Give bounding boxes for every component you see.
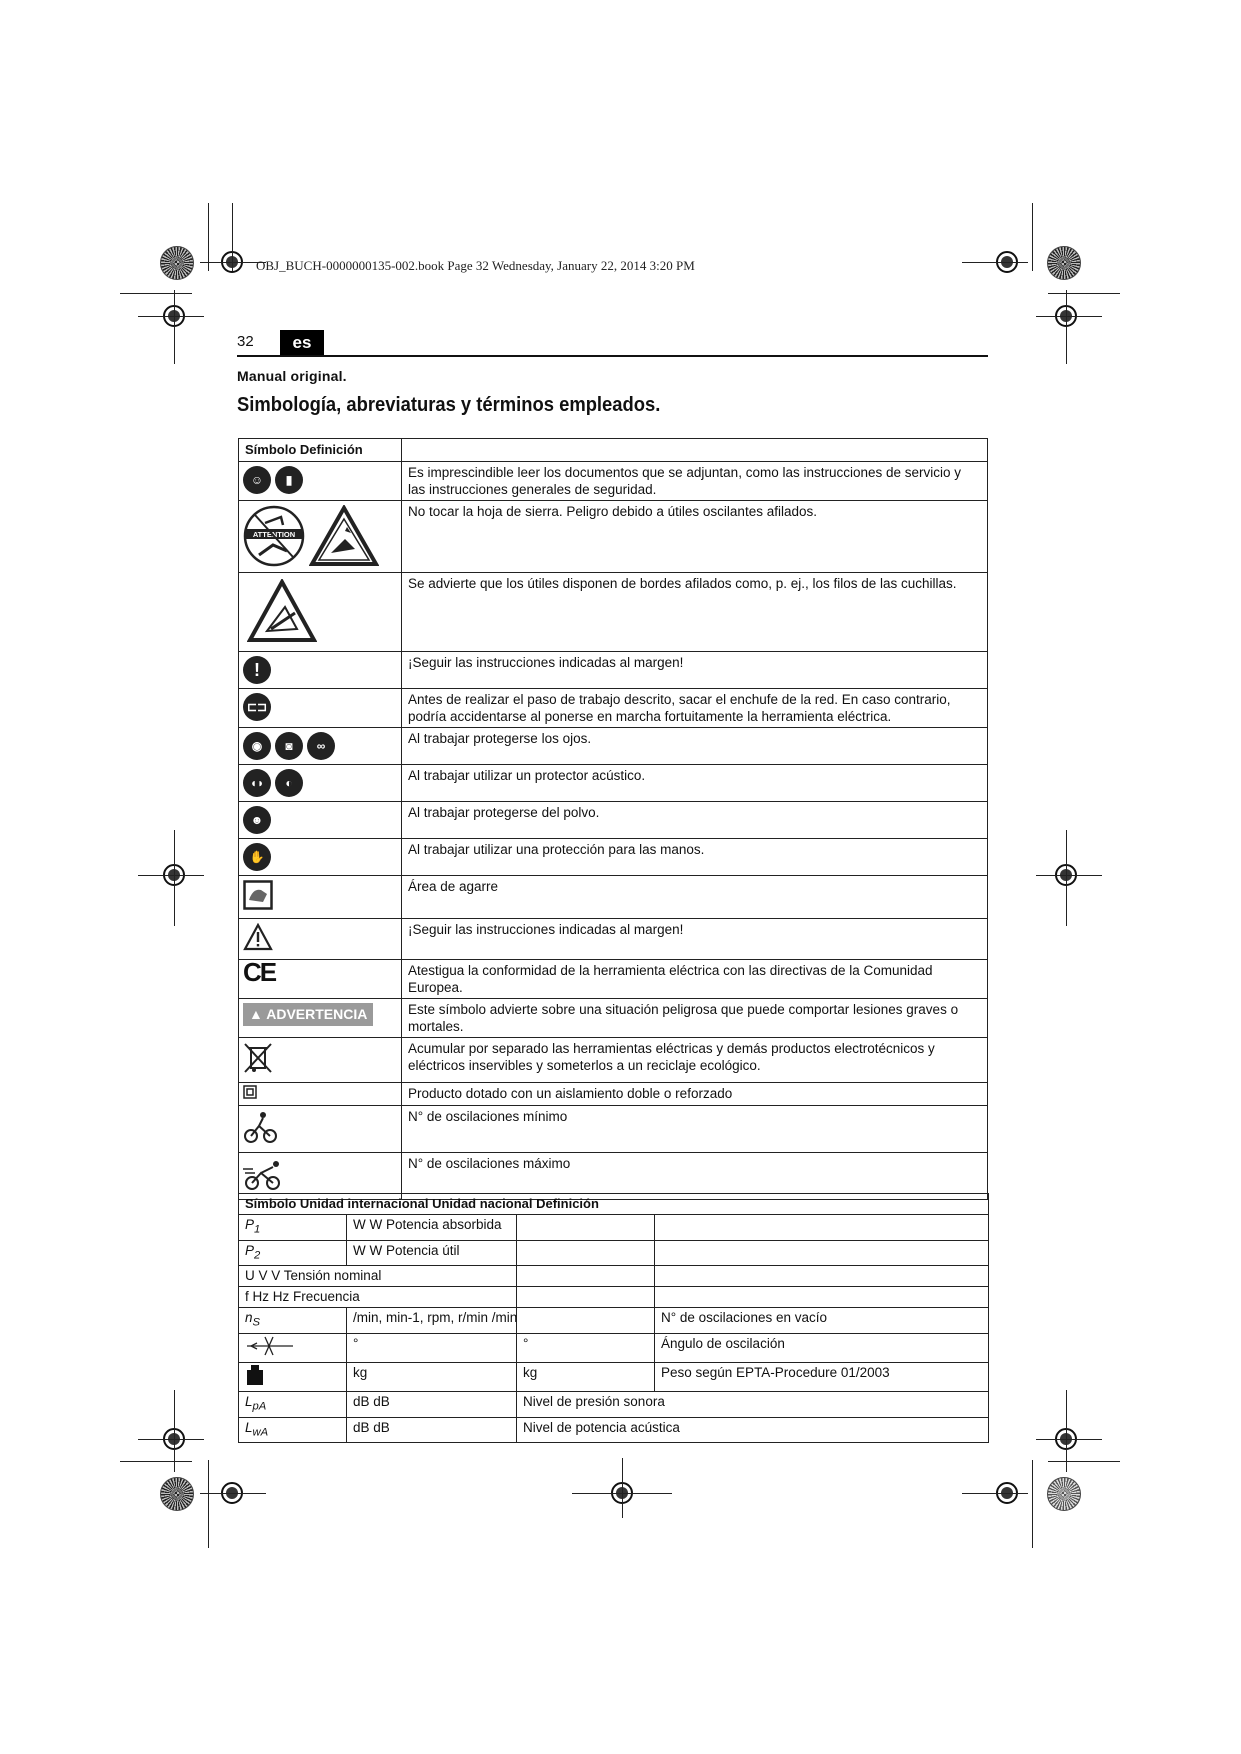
face-shield-icon: ◉ <box>243 732 271 760</box>
table-cell: Atestigua la conformidad de la herramienta eléctrica con las directivas de la Comunidad Europea. <box>402 960 988 999</box>
book-info-line: OBJ_BUCH-0000000135-002.book Page 32 Wednesday, January 22, 2014 3:20 PM <box>256 258 695 273</box>
fast-cyclist-icon <box>243 1157 283 1191</box>
table-header-cell: Símbolo Unidad internacional Unidad nacional Definición <box>239 1194 989 1215</box>
goggles-icon: ∞ <box>307 732 335 760</box>
table-cell: Este símbolo advierte sobre una situación peligrosa que puede comportar lesiones graves o mortales. <box>402 999 988 1038</box>
table-cell: ¡Seguir las instrucciones indicadas al margen! <box>402 652 988 689</box>
table-cell: f Hz Hz Frecuencia <box>239 1287 517 1308</box>
color-rosette-icon <box>1047 1477 1081 1511</box>
table-row <box>239 1106 988 1153</box>
page-title: Simbología, abreviaturas y términos empleados. <box>237 394 661 416</box>
table-row <box>239 1266 989 1287</box>
table-cell: Al trabajar utilizar una protección para las manos. <box>402 839 988 876</box>
table-row <box>239 573 988 652</box>
table-cell: N° de oscilaciones máximo <box>402 1153 988 1200</box>
table-cell: N° de oscilaciones mínimo <box>402 1106 988 1153</box>
dust-mask-icon: ☻ <box>243 806 271 834</box>
table-row <box>239 1038 988 1083</box>
slow-cyclist-icon <box>243 1110 279 1144</box>
table-cell: Peso según EPTA-Procedure 01/2003 <box>655 1363 989 1392</box>
table-header-cell: Símbolo Definición <box>239 439 402 462</box>
table-row: $P_1$ W W Potencia absorbida <box>239 1215 989 1241</box>
table-row <box>239 999 988 1038</box>
table-cell: W W Potencia absorbida <box>347 1215 517 1241</box>
table-row <box>239 462 988 501</box>
table-cell: Ángulo de oscilación <box>655 1334 989 1363</box>
table-cell: Acumular por separado las herramientas eléctricas y demás productos electrotécnicos y eléctricos inservibles y someterlos a un reciclaje ecológico. <box>402 1038 988 1083</box>
color-rosette-icon <box>160 1477 194 1511</box>
table-header-row <box>239 1194 989 1215</box>
symbol-table <box>238 438 988 1200</box>
ce-mark-icon: CE <box>243 957 276 987</box>
table-row <box>239 1363 989 1392</box>
attention-hand-blade-icon <box>243 505 305 567</box>
table-cell: N° de oscilaciones en vacío <box>655 1308 989 1334</box>
color-rosette-icon <box>1047 246 1081 280</box>
table-row: $n_S$ /min, min-1, rpm, r/min /min N° de oscilaciones en vacío <box>239 1308 989 1334</box>
table-row <box>239 765 988 802</box>
table-row: $L_{wA}$ dB dB Nivel de potencia acústica <box>239 1417 989 1443</box>
table-cell: Nivel de presión sonora <box>517 1392 989 1418</box>
warning-triangle-icon <box>243 923 273 951</box>
manual-book-icon: ▮ <box>275 466 303 494</box>
page-number: 32 <box>237 333 254 350</box>
grip-area-icon <box>243 880 273 910</box>
color-rosette-icon <box>160 246 194 280</box>
table-cell: /min, min-1, rpm, r/min /min <box>347 1308 517 1334</box>
table-row <box>239 876 988 919</box>
table-cell: Nivel de potencia acústica <box>517 1417 989 1443</box>
table-row <box>239 919 988 960</box>
gloves-icon: ✋ <box>243 843 271 871</box>
table-row <box>239 1083 988 1106</box>
subtitle: Manual original. <box>237 368 347 384</box>
table-row <box>239 1334 989 1363</box>
table-cell: Área de agarre <box>402 876 988 919</box>
unit-table <box>238 1193 989 1443</box>
header-rule <box>237 355 988 357</box>
table-row <box>239 728 988 765</box>
table-cell: W W Potencia útil <box>347 1240 517 1266</box>
table-row <box>239 960 988 999</box>
table-cell: Es imprescindible leer los documentos que se adjuntan, como las instrucciones de servicio y las instrucciones generales de seguridad. <box>402 462 988 501</box>
exclamation-disc-icon: ! <box>243 656 271 684</box>
weight-icon <box>245 1364 265 1386</box>
table-cell: ° <box>347 1334 517 1363</box>
table-cell: Antes de realizar el paso de trabajo descrito, sacar el enchufe de la red. En caso contrario, podría accidentarse al ponerse en marcha fortuitamente la herramienta eléctrica. <box>402 689 988 728</box>
table-row <box>239 802 988 839</box>
read-manual-icon: ☺ <box>243 466 271 494</box>
table-cell: No tocar la hoja de sierra. Peligro debido a útiles oscilantes afilados. <box>402 501 988 573</box>
table-row <box>239 501 988 573</box>
table-cell: dB dB <box>347 1417 517 1443</box>
table-cell: Al trabajar utilizar un protector acústico. <box>402 765 988 802</box>
language-badge: es <box>280 330 324 356</box>
table-cell: kg <box>517 1363 655 1392</box>
table-cell: Al trabajar protegerse del polvo. <box>402 802 988 839</box>
unplug-disc-icon: ⊏⊐ <box>243 693 271 721</box>
table-row: $L_{pA}$ dB dB Nivel de presión sonora <box>239 1392 989 1418</box>
table-cell: ¡Seguir las instrucciones indicadas al margen! <box>402 919 988 960</box>
table-row <box>239 839 988 876</box>
angle-icon <box>245 1335 295 1357</box>
warning-cut-triangle-icon <box>309 505 379 567</box>
table-header-row <box>239 439 988 462</box>
crossed-bin-icon <box>243 1042 273 1074</box>
ear-muff-icon: ◐ <box>275 769 303 797</box>
table-cell: Al trabajar protegerse los ojos. <box>402 728 988 765</box>
table-cell: U V V Tensión nominal <box>239 1266 517 1287</box>
helmet-visor-icon: ◙ <box>275 732 303 760</box>
table-cell: Se advierte que los útiles disponen de bordes afilados como, p. ej., los filos de las cuchillas. <box>402 573 988 652</box>
attention-label: ATTENTION <box>252 530 296 539</box>
table-row <box>239 652 988 689</box>
table-cell: ° <box>517 1334 655 1363</box>
table-row <box>239 1287 989 1308</box>
ear-protection-icon: ◖◗ <box>243 769 271 797</box>
double-insulation-icon <box>243 1085 257 1099</box>
warning-sharp-edge-triangle-icon <box>247 579 317 643</box>
table-cell: kg <box>347 1363 517 1392</box>
table-cell: dB dB <box>347 1392 517 1418</box>
table-row <box>239 689 988 728</box>
table-cell: Producto dotado con un aislamiento doble o reforzado <box>402 1083 988 1106</box>
advertencia-badge-icon: ▲ ADVERTENCIA <box>243 1003 373 1026</box>
table-row: $P_2$ W W Potencia útil <box>239 1240 989 1266</box>
advertencia-label: ADVERTENCIA <box>266 1006 368 1022</box>
